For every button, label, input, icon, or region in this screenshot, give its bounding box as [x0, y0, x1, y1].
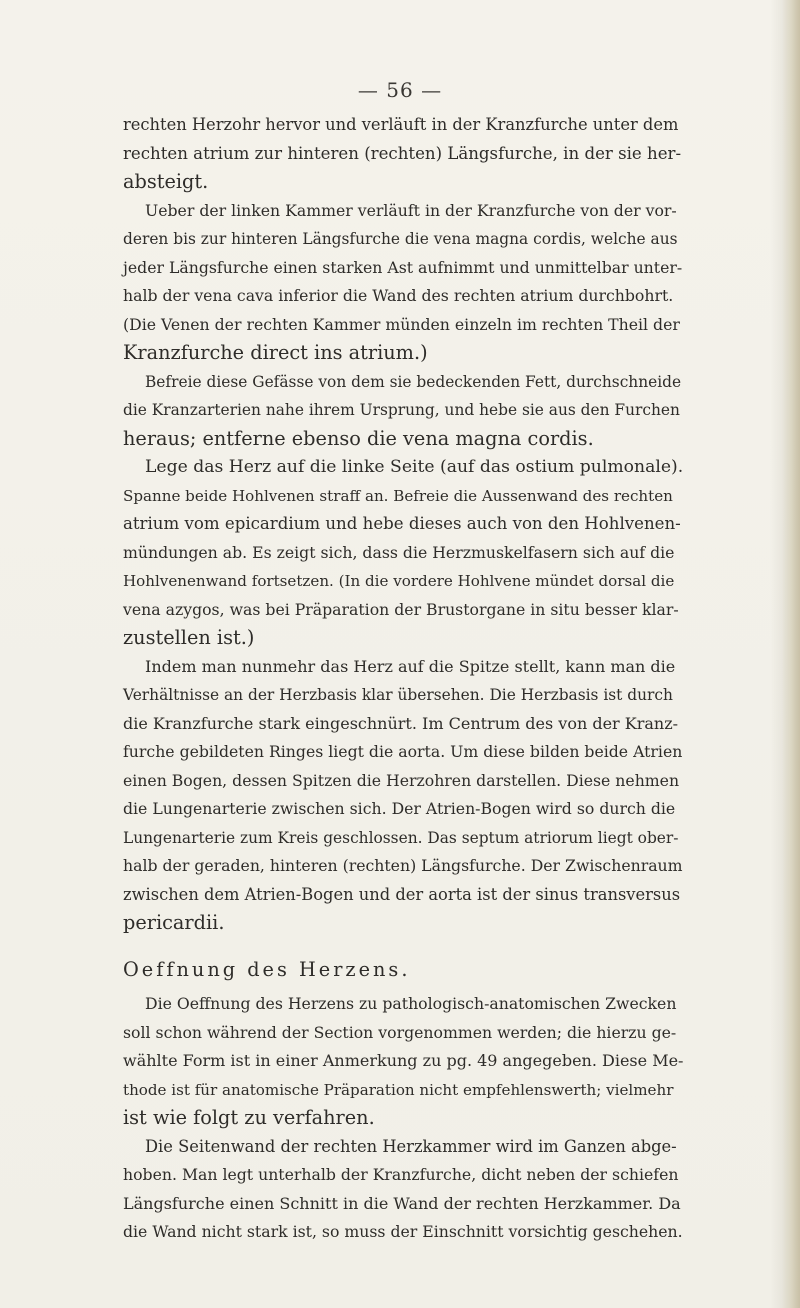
- text-line: Die Oeffnung des Herzens zu pathologisch-anatomischen Zwecken: [145, 994, 677, 1013]
- text-line: jeder Längsfurche einen starken Ast aufnimmt und unmittelbar unter-: [123, 257, 683, 277]
- text-line: furche gebildeten Ringes liegt die aorta. Um diese bilden beide Atrien: [123, 742, 683, 761]
- text-line: mündungen ab. Es zeigt sich, dass die Herzmuskelfasern sich auf die: [123, 542, 675, 562]
- section-heading: Oeffnung des Herzens.: [123, 957, 411, 981]
- paragraph-7: [123, 1133, 683, 1247]
- paragraph-5: [123, 653, 683, 938]
- text-line: Verhältnisse an der Herzbasis klar übersehen. Die Herzbasis ist durch: [123, 686, 673, 704]
- text-line: rechten Herzohr hervor und verläuft in der Kranzfurche unter dem: [123, 115, 679, 134]
- text-line: vena azygos, was bei Präparation der Brustorgane in situ besser klar-: [123, 599, 679, 619]
- paragraph-2: [123, 197, 683, 368]
- text-line: zwischen dem Atrien-Bogen und der aorta ist der sinus transversus: [123, 884, 681, 904]
- text-line: die Wand nicht stark ist, so muss der Einschnitt vorsichtig geschehen.: [123, 1222, 683, 1241]
- text-line: Spanne beide Hohlvenen straff an. Befreie die Aussenwand des rechten: [123, 486, 673, 505]
- paragraph-4: [123, 453, 684, 653]
- text-line: thode ist für anatomische Präparation nicht empfehlenswerth; vielmehr: [123, 1080, 674, 1099]
- text-line: rechten atrium zur hinteren (rechten) Längsfurche, in der sie her-: [123, 143, 682, 163]
- text-line: atrium vom epicardium und hebe dieses auch von den Hohlvenen-: [123, 514, 681, 533]
- text-line: Lungenarterie zum Kreis geschlossen. Das septum atriorum liegt ober-: [123, 828, 679, 847]
- text-line: heraus; entferne ebenso die vena magna cordis.: [123, 426, 594, 450]
- text-line: wählte Form ist in einer Anmerkung zu pg. 49 angegeben. Diese Me-: [123, 1051, 684, 1070]
- text-line: Die Seitenwand der rechten Herzkammer wird im Ganzen abge-: [145, 1136, 677, 1156]
- text-line: ist wie folgt zu verfahren.: [123, 1106, 375, 1129]
- page-edge-shadow: [782, 0, 800, 1308]
- paragraph-1: [123, 111, 682, 197]
- text-line: die Kranzfurche stark eingeschnürt. Im Centrum des von der Kranz-: [123, 713, 679, 733]
- text-line: deren bis zur hinteren Längsfurche die vena magna cordis, welche aus: [123, 230, 678, 248]
- text-line: halb der vena cava inferior die Wand des rechten atrium durchbohrt.: [123, 286, 674, 305]
- paragraph-3: [123, 368, 682, 454]
- text-line: absteigt.: [123, 170, 209, 193]
- text-line: die Kranzarterien nahe ihrem Ursprung, und hebe sie aus den Furchen: [123, 401, 680, 419]
- text-line: Indem man nunmehr das Herz auf die Spitze stellt, kann man die: [145, 656, 676, 676]
- text-line: Kranzfurche direct ins atrium.): [123, 341, 428, 364]
- body-text: [123, 111, 684, 1247]
- text-line: die Lungenarterie zwischen sich. Der Atrien-Bogen wird so durch die: [123, 799, 676, 818]
- text-line: Ueber der linken Kammer verläuft in der Kranzfurche von der vor-: [145, 200, 677, 220]
- text-line: pericardii.: [123, 911, 225, 934]
- page-number: — 56 —: [357, 78, 443, 102]
- text-line: Befreie diese Gefässe von dem sie bedeckenden Fett, durchschneide: [145, 372, 682, 391]
- text-line: (Die Venen der rechten Kammer münden einzeln im rechten Theil der: [123, 314, 680, 334]
- text-line: einen Bogen, dessen Spitzen die Herzohren darstellen. Diese nehmen: [123, 770, 680, 790]
- paragraph-6: [123, 990, 684, 1133]
- text-line: halb der geraden, hinteren (rechten) Längsfurche. Der Zwischenraum: [123, 856, 683, 875]
- text-line: Hohlvenenwand fortsetzen. (In die vordere Hohlvene mündet dorsal die: [123, 572, 675, 590]
- text-line: Längsfurche einen Schnitt in die Wand der rechten Herzkammer. Da: [123, 1193, 681, 1213]
- text-line: zustellen ist.): [123, 626, 255, 649]
- text-line: hoben. Man legt unterhalb der Kranzfurche, dicht neben der schiefen: [123, 1165, 679, 1184]
- text-line: Lege das Herz auf die linke Seite (auf das ostium pulmonale).: [145, 457, 684, 477]
- text-line: soll schon während der Section vorgenommen werden; die hierzu ge-: [123, 1022, 677, 1042]
